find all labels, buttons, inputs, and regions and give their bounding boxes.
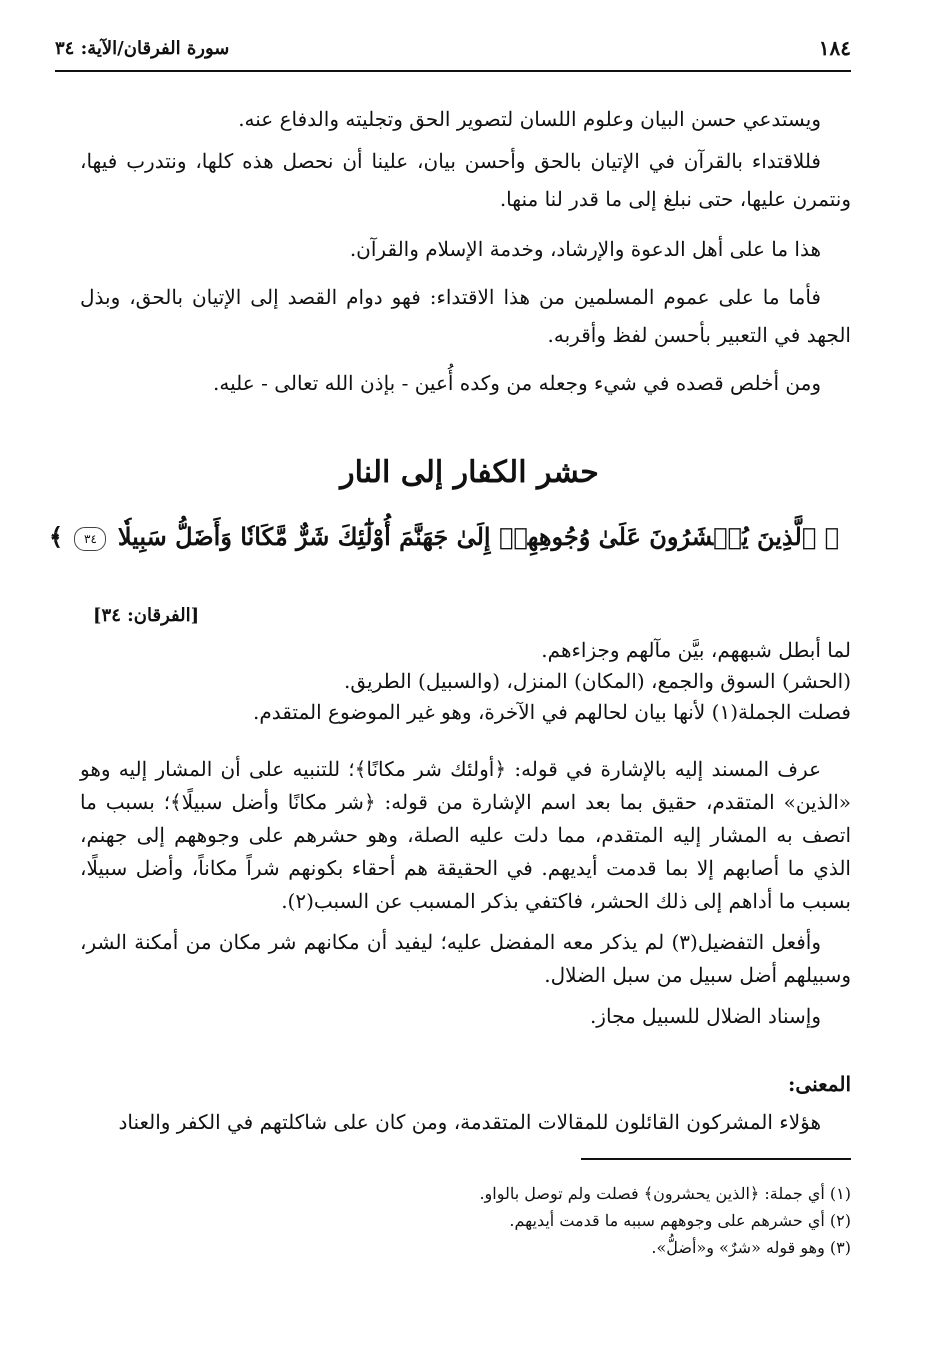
intro-paragraph: فللاقتداء بالقرآن في الإتيان بالحق وأحسن بيان، علينا أن نحصل هذه كلها، ونتدرب فيها، ونتمرن عليها، حتى نبلغ إلى ما قدر لنا منها. — [80, 149, 851, 211]
analysis-paragraph: وأفعل التفضيل(٣) لم يذكر معه المفضل عليه؛ ليفيد أن مكانهم شر مكان من أمكنة الشر، وسبيلهم أضل سبيل من سبل الضلال. — [80, 930, 851, 987]
explanation-line: فصلت الجملة(١) لأنها بيان لحالهم في الآخرة، وهو غير الموضوع المتقدم. — [253, 700, 851, 724]
sura-reference: [الفرقان: ٣٤] — [93, 605, 200, 626]
intro-paragraph: ومن أخلص قصده في شيء وجعله من وكده أُعين - بإذن الله تعالى - عليه. — [213, 371, 821, 395]
meaning-text: هؤلاء المشركون القائلون للمقالات المتقدمة، ومن كان على شاكلتهم في الكفر والعناد — [118, 1110, 821, 1134]
intro-text — [80, 100, 851, 402]
meaning-heading: المعنى: — [788, 1072, 851, 1096]
verse-closing-bracket: ﴾ — [49, 522, 64, 551]
explanation-block — [80, 635, 851, 728]
intro-paragraph: هذا ما على أهل الدعوة والإرشاد، وخدمة الإسلام والقرآن. — [349, 237, 821, 261]
quran-verse — [49, 522, 839, 551]
footnote-divider — [581, 1158, 851, 1160]
verse-text: ﴿ ٱلَّذِينَ يُحۡشَرُونَ عَلَىٰ وُجُوهِهِمۡ إِلَىٰ جَهَنَّمَ أُوْلَٰٓئِكَ شَرٌّ مَّكَانٗا وَأَضَلُّ سَبِيلٗا — [117, 522, 839, 551]
intro-paragraph: فأما ما على عموم المسلمين من هذا الاقتداء: فهو دوام القصد إلى الإتيان بالحق، وبذل الجهد في التعبير بأحسن لفظ وأقربه. — [80, 285, 851, 347]
analysis-paragraph: عرف المسند إليه بالإشارة في قوله: ﴿أولئك شر مكانًا﴾؛ للتنبيه على أن المشار إليه وهو «الذين» المتقدم، حقيق بما بعد اسم الإشارة من قوله: ﴿شر مكانًا وأضل سبيلًا﴾؛ بسبب ما اتصف به المشار إليه المتقدم، مما دلت عليه الصلة، وهو حشرهم على وجوههم إلى جهنم، الذي ما أصابهم إلا بما قدمت أيديهم. في الحقيقة هم أحقاء بكونهم شراً مكاناً، وأضل سبيلًا، بسبب ما أداهم إلى ذلك الحشر، فاكتفي بذكر المسبب عن السبب(٢). — [80, 757, 851, 913]
explanation-line: لما أبطل شبههم، بيَّن مآلهم وجزاءهم. — [541, 638, 851, 662]
analysis-paragraph: وإسناد الضلال للسبيل مجاز. — [589, 1004, 821, 1028]
running-head: سورة الفرقان/الآية: ٣٤ — [55, 38, 230, 59]
page-number: ١٨٤ — [818, 36, 851, 60]
ayah-number-marker: ٣٤ — [74, 527, 106, 551]
section-title: حشر الكفار إلى النار — [340, 455, 599, 490]
footnotes — [80, 1180, 851, 1261]
footnote: (١) أي جملة: ﴿الذين يحشرون﴾ فصلت ولم توصل بالواو. — [479, 1184, 851, 1203]
footnote: (٣) وهو قوله «شرٌ» و«أضلُّ». — [651, 1238, 851, 1257]
footnote: (٢) أي حشرهم على وجوههم سببه ما قدمت أيديهم. — [509, 1211, 851, 1230]
intro-paragraph: ويستدعي حسن البيان وعلوم اللسان لتصوير الحق وتجليته والدفاع عنه. — [238, 107, 821, 131]
explanation-line: (الحشر) السوق والجمع، (المكان) المنزل، (والسبيل) الطريق. — [344, 669, 851, 693]
page-header — [55, 36, 851, 72]
analysis-block — [80, 753, 851, 1041]
